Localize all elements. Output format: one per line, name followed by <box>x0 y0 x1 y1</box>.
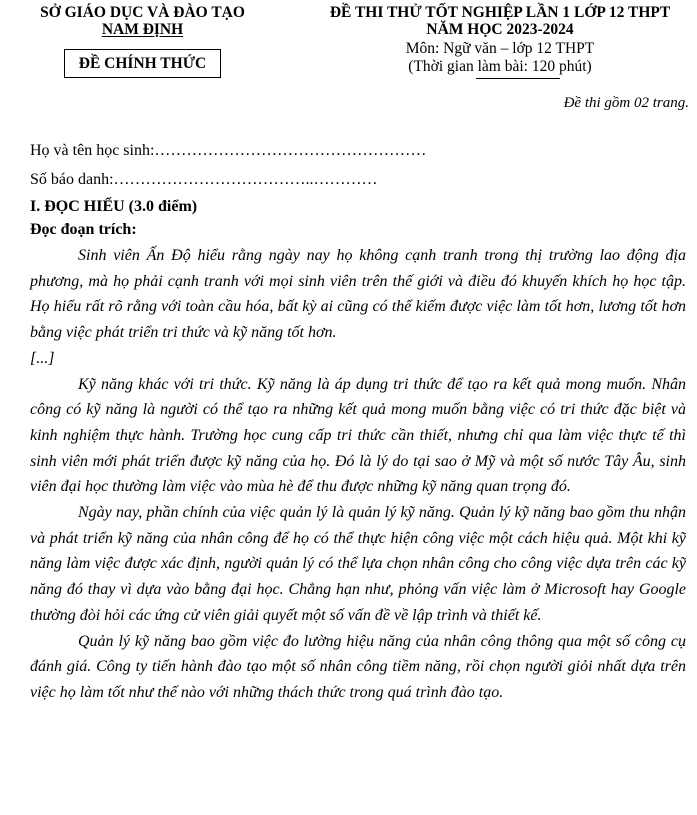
reading-passage <box>30 243 686 706</box>
header-right <box>300 4 697 76</box>
exam-title: ĐỀ THI THỬ TỐT NGHIỆP LẦN 1 LỚP 12 THPT <box>329 4 671 21</box>
time-limit-text: (Thời gian làm bài: 120 phút) <box>408 58 592 75</box>
passage-paragraph-1: Sinh viên Ấn Độ hiểu rằng ngày nay họ không cạnh tranh trong thị trường lao động địa phương, mà họ phải cạnh tranh với mọi sinh viên trên thế giới và điều đó khuyến khích họ học tập. Họ hiểu rất rõ rằng với toàn cầu hóa, bất kỳ ai cũng có thể kiếm được việc làm tốt hơn, lương tốt hơn bằng việc phát triển tri thức và kỹ năng tốt hơn. <box>30 247 686 342</box>
passage-paragraph-4: Quản lý kỹ năng bao gồm việc đo lường hiệu năng của nhân công thông qua một số công cụ đánh giá. Công ty tiến hành đào tạo một số nhân công tiềm năng, rồi chọn người giỏi nhất dựa trên việc họ làm tốt như thế nào với những thách thức trong quá trình đào tạo. <box>30 632 686 701</box>
passage-paragraph-3: Ngày nay, phần chính của việc quản lý là quản lý kỹ năng. Quản lý kỹ năng bao gồm thu nhận và phát triển kỹ năng của nhân công để họ có thể thực hiện công việc một cách hiệu quả. Một khi kỹ năng làm việc được xác định, người quản lý có thể lựa chọn nhân công cho công việc dựa trên các kỹ năng đó thay vì dựa vào bằng đại học. Chẳng hạn như, phỏng vấn việc làm ở Microsoft hay Google thường đòi hỏi các ứng cử viên giải quyết một số vấn đề về lập trình và thiết kế. <box>30 504 686 624</box>
subject-line: Môn: Ngữ văn – lớp 12 THPT <box>405 40 595 57</box>
student-name-field: Họ và tên học sinh:…………………………………………… <box>30 142 427 159</box>
read-passage-label: Đọc đoạn trích: <box>30 221 137 238</box>
page-count-note: Đề thi gồm 02 trang. <box>563 95 689 111</box>
section-title: I. ĐỌC HIỂU (3.0 điểm) <box>30 198 198 215</box>
department-name: SỞ GIÁO DỤC VÀ ĐÀO TẠO <box>40 4 245 21</box>
time-limit <box>408 58 591 76</box>
time-underline-divider <box>476 78 559 79</box>
passage-paragraph-2: Kỹ năng khác với tri thức. Kỹ năng là áp dụng tri thức để tạo ra kết quả mong muốn. Nhân công có kỹ năng là người có thể tạo ra những kết quả mong muốn bằng việc có tri thức đặc biệt và kinh nghiệm thực hành. Trường học cung cấp tri thức cần thiết, nhưng chỉ qua làm việc thực tế thì sinh viên mới phát triển được kỹ năng của họ. Đó là lý do tại sao ở Mỹ và một số nước Tây Âu, sinh viên đại học thường làm việc vào mùa hè để thu được những kỹ năng quan trọng đó. <box>30 375 686 496</box>
school-year: NĂM HỌC 2023-2024 <box>426 21 574 38</box>
student-id-field: Số báo danh:………………………………..………… <box>30 171 378 188</box>
passage-ellipsis: [...] <box>30 349 55 367</box>
header-left <box>20 4 265 78</box>
official-stamp-box: ĐỀ CHÍNH THỨC <box>64 49 221 78</box>
province-name: NAM ĐỊNH <box>101 21 184 38</box>
